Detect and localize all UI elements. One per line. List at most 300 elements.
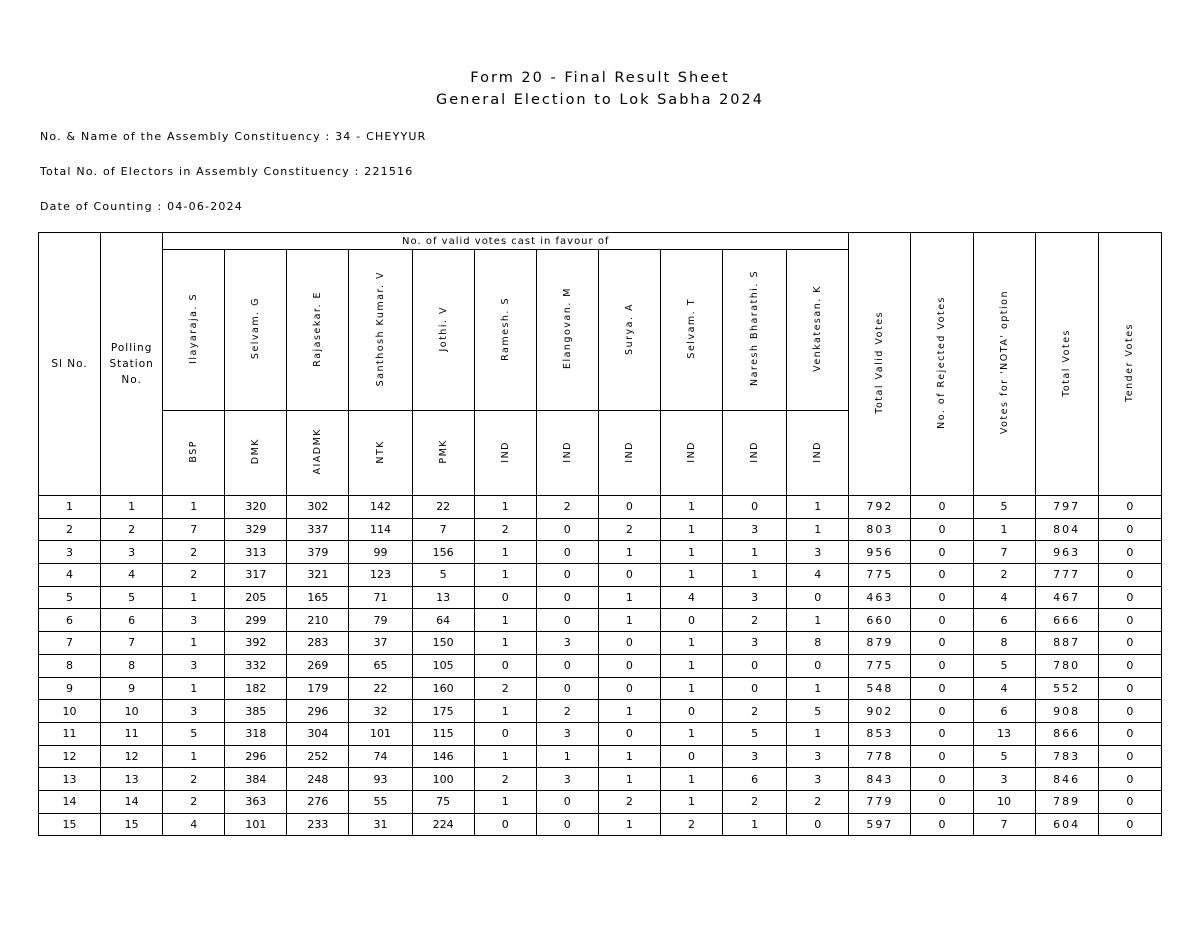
table-cell: 1 [101,496,163,519]
table-cell: 0 [660,609,722,632]
table-cell: 0 [536,677,598,700]
table-cell: 2 [723,790,787,813]
table-cell: 0 [1098,586,1161,609]
table-cell: 302 [287,496,349,519]
table-cell: 777 [1035,564,1098,587]
header-rejected-votes-label: No. of Rejected Votes [936,296,948,429]
party-name: DMK [250,438,262,465]
table-cell: 4 [101,564,163,587]
table-cell: 783 [1035,745,1098,768]
table-cell: 1 [723,564,787,587]
table-cell: 666 [1035,609,1098,632]
table-cell: 4 [163,813,225,836]
table-row [39,790,1162,813]
table-cell: 0 [474,813,536,836]
table-cell: 3 [973,768,1035,791]
party-header [287,411,349,496]
table-cell: 552 [1035,677,1098,700]
table-cell: 0 [723,496,787,519]
table-cell: 467 [1035,586,1098,609]
table-cell: 379 [287,541,349,564]
table-cell: 123 [349,564,412,587]
table-cell: 64 [412,609,474,632]
table-cell: 105 [412,654,474,677]
table-cell: 3 [787,745,849,768]
table-cell: 0 [787,586,849,609]
table-cell: 1 [598,813,660,836]
table-cell: 32 [349,700,412,723]
table-cell: 0 [911,541,973,564]
table-cell: 3 [163,654,225,677]
table-cell: 100 [412,768,474,791]
table-cell: 5 [412,564,474,587]
table-cell: 0 [1098,609,1161,632]
candidate-name: Elangovan. M [561,287,573,370]
party-header [225,411,287,496]
table-cell: 3 [163,700,225,723]
table-row [39,564,1162,587]
table-cell: 1 [598,768,660,791]
header-valid-votes-group: No. of valid votes cast in favour of [163,233,849,250]
table-cell: 304 [287,722,349,745]
party-name: IND [623,440,635,463]
table-cell: 0 [536,654,598,677]
header-sl-no: Sl No. [39,233,101,496]
table-cell: 1 [787,722,849,745]
table-cell: 792 [849,496,911,519]
table-cell: 10 [39,700,101,723]
table-cell: 797 [1035,496,1098,519]
electors-info: Total No. of Electors in Assembly Constituency : 221516 [40,165,414,178]
table-cell: 65 [349,654,412,677]
table-cell: 13 [101,768,163,791]
table-cell: 296 [225,745,287,768]
table-cell: 74 [349,745,412,768]
table-cell: 1 [474,609,536,632]
table-cell: 37 [349,632,412,655]
table-cell: 1 [660,496,722,519]
table-cell: 22 [349,677,412,700]
candidate-name: Selvam. T [685,298,697,359]
table-cell: 5 [973,654,1035,677]
table-cell: 2 [787,790,849,813]
table-cell: 14 [101,790,163,813]
table-cell: 283 [287,632,349,655]
table-cell: 1 [474,564,536,587]
table-cell: 3 [723,632,787,655]
party-name: PMK [437,439,449,464]
table-cell: 329 [225,518,287,541]
party-header [412,411,474,496]
candidate-name: Ramesh. S [499,296,511,361]
candidate-header [349,250,412,411]
table-cell: 205 [225,586,287,609]
party-name: IND [685,440,697,463]
table-cell: 8 [39,654,101,677]
header-total-valid-votes-label: Total Valid Votes [874,311,886,414]
table-cell: 0 [911,496,973,519]
table-cell: 0 [723,677,787,700]
table-cell: 0 [1098,496,1161,519]
table-cell: 789 [1035,790,1098,813]
table-cell: 1 [598,541,660,564]
table-cell: 548 [849,677,911,700]
table-cell: 1 [973,518,1035,541]
table-cell: 0 [536,518,598,541]
table-row [39,496,1162,519]
candidate-header [474,250,536,411]
table-cell: 2 [474,518,536,541]
table-cell: 114 [349,518,412,541]
table-cell: 5 [39,586,101,609]
table-cell: 1 [163,586,225,609]
table-cell: 853 [849,722,911,745]
table-cell: 0 [536,586,598,609]
table-cell: 879 [849,632,911,655]
table-cell: 10 [101,700,163,723]
table-cell: 320 [225,496,287,519]
table-cell: 248 [287,768,349,791]
table-cell: 0 [474,586,536,609]
table-cell: 5 [787,700,849,723]
table-cell: 1 [660,768,722,791]
header-tender-votes-label: Tender Votes [1124,323,1136,402]
table-cell: 71 [349,586,412,609]
table-cell: 5 [973,496,1035,519]
table-cell: 7 [973,541,1035,564]
table-cell: 0 [1098,518,1161,541]
table-cell: 3 [536,768,598,791]
candidate-name: Naresh Bharathi. S [749,270,761,387]
table-body [39,496,1162,836]
header-nota-votes [973,233,1035,496]
table-row [39,813,1162,836]
party-name: IND [499,440,511,463]
table-cell: 1 [39,496,101,519]
table-cell: 12 [101,745,163,768]
table-cell: 11 [101,722,163,745]
table-cell: 0 [1098,654,1161,677]
table-cell: 0 [598,677,660,700]
table-cell: 101 [349,722,412,745]
table-cell: 0 [911,654,973,677]
table-cell: 0 [536,790,598,813]
table-cell: 0 [911,722,973,745]
table-cell: 179 [287,677,349,700]
table-cell: 2 [474,768,536,791]
table-cell: 2 [536,496,598,519]
table-cell: 2 [536,700,598,723]
candidate-name: Surya. A [623,302,635,355]
table-cell: 252 [287,745,349,768]
candidate-name: Rajasekar. E [312,290,324,367]
table-cell: 775 [849,654,911,677]
table-cell: 7 [973,813,1035,836]
table-cell: 0 [911,586,973,609]
party-name: IND [749,440,761,463]
table-cell: 0 [474,722,536,745]
table-row [39,632,1162,655]
table-cell: 3 [163,609,225,632]
table-cell: 0 [474,654,536,677]
table-cell: 775 [849,564,911,587]
table-cell: 0 [1098,722,1161,745]
table-cell: 0 [660,745,722,768]
table-cell: 363 [225,790,287,813]
candidate-header [412,250,474,411]
table-cell: 101 [225,813,287,836]
constituency-info: No. & Name of the Assembly Constituency : 34 - CHEYYUR [40,130,427,143]
table-cell: 6 [101,609,163,632]
table-cell: 269 [287,654,349,677]
table-cell: 0 [1098,768,1161,791]
party-header [536,411,598,496]
table-cell: 0 [911,768,973,791]
table-cell: 13 [412,586,474,609]
party-header [163,411,225,496]
table-cell: 2 [660,813,722,836]
table-cell: 3 [101,541,163,564]
table-cell: 0 [598,564,660,587]
table-cell: 1 [660,722,722,745]
table-cell: 780 [1035,654,1098,677]
table-cell: 908 [1035,700,1098,723]
table-cell: 1 [660,632,722,655]
table-cell: 15 [39,813,101,836]
table-cell: 4 [787,564,849,587]
candidate-header [787,250,849,411]
table-cell: 4 [973,586,1035,609]
table-cell: 5 [973,745,1035,768]
candidate-header [287,250,349,411]
party-header [660,411,722,496]
table-cell: 0 [911,609,973,632]
table-row [39,518,1162,541]
table-cell: 0 [1098,813,1161,836]
table-cell: 0 [1098,632,1161,655]
table-cell: 3 [39,541,101,564]
table-cell: 13 [973,722,1035,745]
table-cell: 0 [911,518,973,541]
party-name: IND [812,440,824,463]
table-header [39,233,1162,496]
table-cell: 1 [474,496,536,519]
table-cell: 182 [225,677,287,700]
table-cell: 4 [660,586,722,609]
table-cell: 0 [787,813,849,836]
table-cell: 13 [39,768,101,791]
table-cell: 2 [163,768,225,791]
table-cell: 0 [1098,677,1161,700]
counting-date-info: Date of Counting : 04-06-2024 [40,200,243,213]
table-cell: 2 [163,790,225,813]
form-title: Form 20 - Final Result Sheet [470,70,730,86]
table-row [39,541,1162,564]
table-row [39,609,1162,632]
table-cell: 0 [660,700,722,723]
table-row [39,745,1162,768]
table-cell: 1 [723,813,787,836]
table-cell: 1 [787,609,849,632]
candidate-name: Ilayaraja. S [188,293,200,364]
table-cell: 1 [474,541,536,564]
table-cell: 146 [412,745,474,768]
table-cell: 887 [1035,632,1098,655]
table-cell: 1 [787,496,849,519]
table-cell: 1 [536,745,598,768]
table-cell: 2 [598,790,660,813]
table-cell: 0 [1098,564,1161,587]
table-cell: 0 [1098,700,1161,723]
table-cell: 3 [723,586,787,609]
party-name: AIADMK [312,428,324,475]
table-cell: 2 [598,518,660,541]
candidate-header [660,250,722,411]
table-cell: 2 [163,564,225,587]
header-polling-station: Polling Station No. [101,233,163,496]
table-cell: 0 [911,700,973,723]
table-cell: 0 [536,813,598,836]
table-cell: 299 [225,609,287,632]
party-header [598,411,660,496]
party-header [349,411,412,496]
table-cell: 385 [225,700,287,723]
table-cell: 332 [225,654,287,677]
candidate-header [598,250,660,411]
table-cell: 2 [39,518,101,541]
table-cell: 1 [474,745,536,768]
table-cell: 8 [101,654,163,677]
table-cell: 1 [660,541,722,564]
form-subtitle: General Election to Lok Sabha 2024 [436,92,764,108]
table-cell: 115 [412,722,474,745]
table-cell: 31 [349,813,412,836]
candidate-header [163,250,225,411]
table-cell: 0 [911,564,973,587]
table-cell: 7 [39,632,101,655]
table-row [39,722,1162,745]
table-cell: 233 [287,813,349,836]
table-cell: 597 [849,813,911,836]
table-cell: 846 [1035,768,1098,791]
table-cell: 14 [39,790,101,813]
table-cell: 5 [723,722,787,745]
table-cell: 0 [723,654,787,677]
table-cell: 318 [225,722,287,745]
result-table [38,232,1162,836]
table-cell: 0 [598,654,660,677]
table-cell: 4 [39,564,101,587]
table-cell: 1 [474,700,536,723]
table-cell: 3 [536,632,598,655]
table-cell: 0 [536,541,598,564]
table-cell: 317 [225,564,287,587]
table-cell: 0 [598,722,660,745]
table-cell: 866 [1035,722,1098,745]
table-cell: 0 [911,632,973,655]
table-cell: 8 [787,632,849,655]
table-cell: 0 [787,654,849,677]
table-cell: 1 [660,677,722,700]
table-cell: 224 [412,813,474,836]
table-cell: 5 [163,722,225,745]
candidate-name: Santhosh Kumar. V [375,270,387,387]
table-cell: 3 [723,745,787,768]
table-cell: 3 [787,768,849,791]
table-cell: 804 [1035,518,1098,541]
table-cell: 6 [39,609,101,632]
table-cell: 0 [911,813,973,836]
table-cell: 337 [287,518,349,541]
table-cell: 175 [412,700,474,723]
table-cell: 3 [536,722,598,745]
table-cell: 1 [598,745,660,768]
table-cell: 843 [849,768,911,791]
table-cell: 1 [163,496,225,519]
table-cell: 3 [723,518,787,541]
table-cell: 1 [787,677,849,700]
table-cell: 1 [598,609,660,632]
candidate-name: Selvam. G [250,297,262,360]
header-rejected-votes [911,233,973,496]
table-cell: 7 [412,518,474,541]
table-cell: 803 [849,518,911,541]
header-total-votes-label: Total Votes [1061,328,1073,397]
table-cell: 0 [598,632,660,655]
party-header [723,411,787,496]
table-cell: 321 [287,564,349,587]
table-cell: 160 [412,677,474,700]
table-cell: 0 [1098,541,1161,564]
table-cell: 1 [474,632,536,655]
table-cell: 0 [911,745,973,768]
table-cell: 7 [163,518,225,541]
table-row [39,654,1162,677]
table-cell: 1 [787,518,849,541]
table-cell: 1 [163,677,225,700]
table-cell: 392 [225,632,287,655]
table-cell: 2 [723,700,787,723]
table-cell: 99 [349,541,412,564]
candidate-header [225,250,287,411]
table-cell: 1 [660,654,722,677]
table-cell: 1 [660,564,722,587]
table-cell: 1 [660,518,722,541]
party-header [474,411,536,496]
header-total-valid-votes [849,233,911,496]
table-cell: 165 [287,586,349,609]
party-name: BSP [188,440,200,463]
table-cell: 296 [287,700,349,723]
header-nota-votes-label: Votes for 'NOTA' option [998,290,1010,435]
party-header [787,411,849,496]
table-cell: 2 [163,541,225,564]
table-row [39,768,1162,791]
table-cell: 12 [39,745,101,768]
table-cell: 1 [163,632,225,655]
table-cell: 79 [349,609,412,632]
table-cell: 8 [973,632,1035,655]
table-cell: 7 [101,632,163,655]
table-cell: 1 [598,586,660,609]
table-cell: 5 [101,586,163,609]
table-row [39,586,1162,609]
table-cell: 6 [973,609,1035,632]
table-cell: 210 [287,609,349,632]
table-cell: 778 [849,745,911,768]
table-cell: 55 [349,790,412,813]
party-name: IND [561,440,573,463]
